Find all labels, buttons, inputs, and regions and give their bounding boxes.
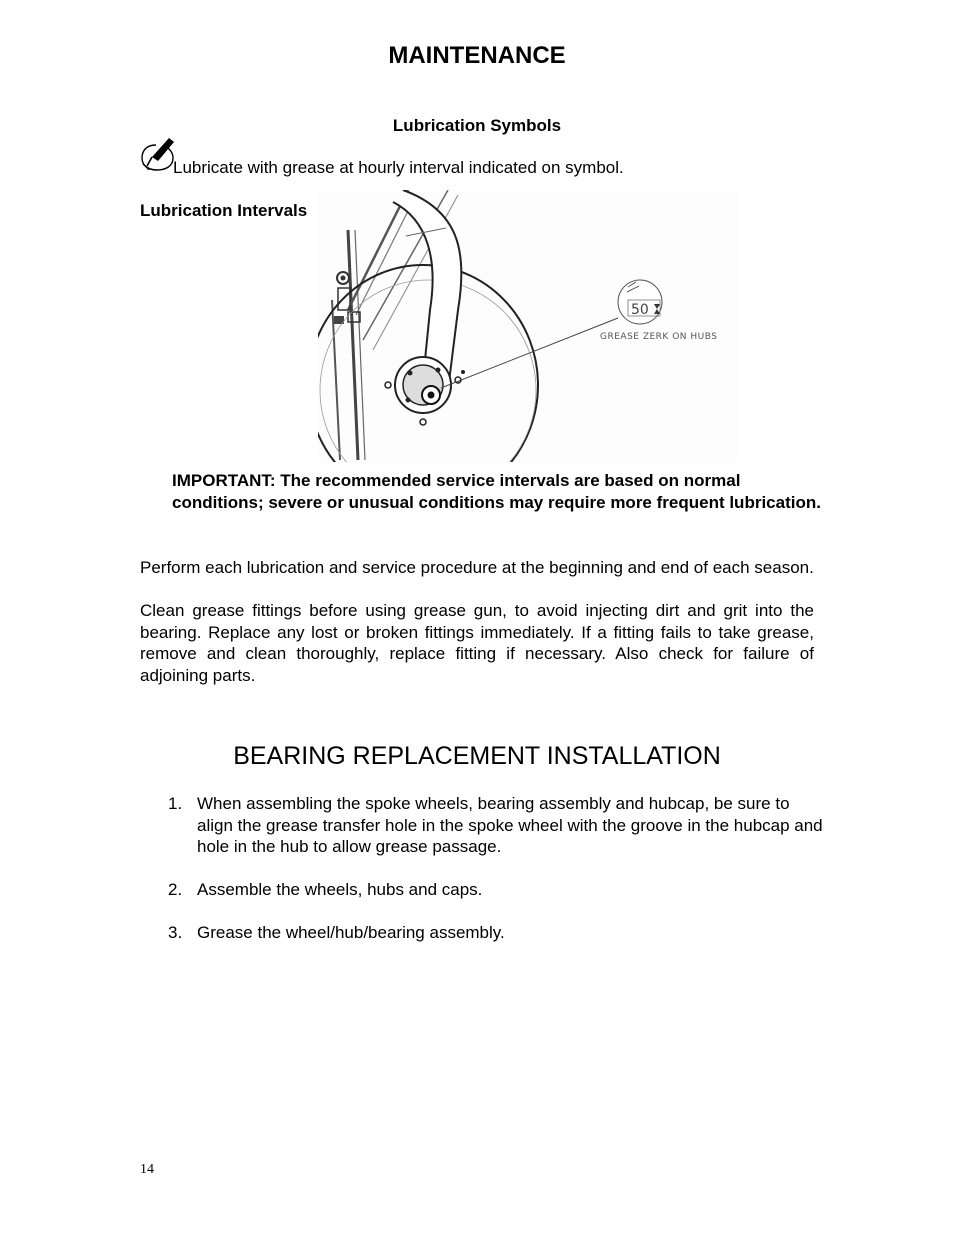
step-number: 3. bbox=[168, 923, 183, 942]
step-text: Grease the wheel/hub/bearing assembly. bbox=[197, 923, 505, 942]
list-item bbox=[168, 879, 828, 901]
important-note: IMPORTANT: The recommended service intervals are based on normal conditions; severe or unusual conditions may require more frequent lubrication. bbox=[172, 471, 821, 512]
list-item bbox=[168, 793, 828, 858]
paragraph-season-procedure: Perform each lubrication and service procedure at the beginning and end of each season. bbox=[140, 558, 814, 577]
page-title: MAINTENANCE bbox=[388, 42, 566, 69]
bearing-replacement-heading: BEARING REPLACEMENT INSTALLATION bbox=[233, 742, 721, 770]
lubrication-symbol-row bbox=[140, 136, 820, 180]
lubrication-intervals-heading: Lubrication Intervals bbox=[140, 201, 308, 220]
bearing-steps-list bbox=[168, 793, 828, 965]
wheel-hub-illustration bbox=[318, 190, 738, 462]
step-text: Assemble the wheels, hubs and caps. bbox=[197, 880, 483, 899]
step-text: When assembling the spoke wheels, bearing assembly and hubcap, be sure to align the grease transfer hole in the spoke wheel with the groove in the hubcap and hole in the hub to allow grease passage. bbox=[197, 794, 823, 856]
lubrication-symbols-heading: Lubrication Symbols bbox=[392, 116, 562, 135]
lubrication-symbol-description: Lubricate with grease at hourly interval indicated on symbol. bbox=[173, 158, 624, 177]
callout-label: GREASE ZERK ON HUBS bbox=[600, 332, 718, 342]
paragraph-clean-fittings: Clean grease fittings before using grease gun, to avoid injecting dirt and grit into the bearing. Replace any lost or broken fittings immediately. If a fitting fails to take grease, remove and clean thoroughly, replace fitting if necessary. Also check for failure of adjoining parts. bbox=[140, 601, 814, 685]
list-item bbox=[168, 922, 828, 944]
step-number: 2. bbox=[168, 880, 183, 899]
callout-interval-number: 50 bbox=[631, 302, 649, 318]
step-number: 1. bbox=[168, 794, 183, 813]
grease-gun-icon bbox=[140, 136, 176, 176]
wheel-drawing bbox=[318, 190, 738, 462]
page-number: 14 bbox=[140, 1162, 154, 1177]
